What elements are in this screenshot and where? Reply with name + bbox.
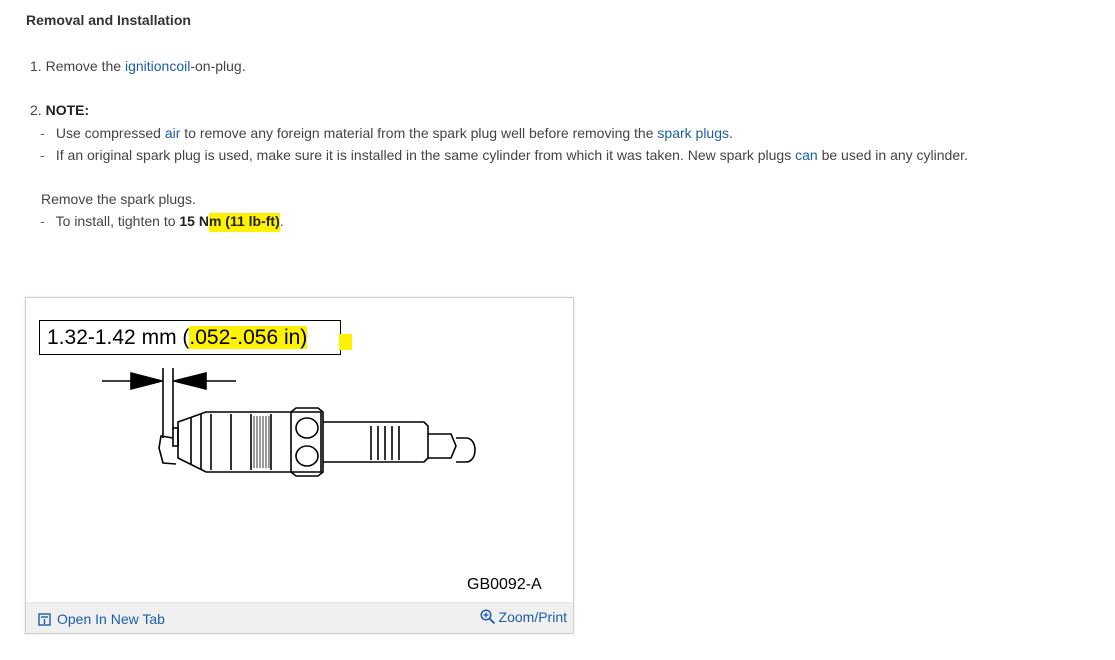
open-tab-icon [38, 613, 51, 626]
spark-plug-figure [25, 297, 574, 634]
bullet-dash: - [40, 213, 45, 229]
zoom-icon [480, 609, 496, 625]
install-text: To install, tighten to [55, 213, 176, 229]
spark-plug-drawing [26, 298, 573, 568]
section-title: Removal and Installation [26, 12, 191, 28]
torque-highlight: m (11 lb-ft) [209, 213, 280, 232]
torque-value: 15 Nm (11 lb-ft) [179, 213, 279, 232]
figure-code: GB0092-A [467, 576, 542, 593]
note-bullet-2 [40, 147, 968, 163]
note-bullet-1 [40, 125, 733, 141]
bullet-1-text-end: . [729, 125, 733, 141]
step-1-text-end: -on-plug. [190, 58, 246, 74]
bullet-2-text-end: be used in any cylinder. [821, 147, 968, 163]
note-label: NOTE: [45, 102, 90, 118]
install-instruction [40, 213, 284, 229]
can-link[interactable]: can [795, 147, 818, 163]
bullet-1-text: Use compressed [55, 125, 161, 141]
spark-plugs-link[interactable]: spark plugs [657, 125, 729, 141]
step-1-number: 1. [30, 58, 42, 74]
zoom-print-label: Zoom/Print [498, 609, 567, 625]
open-in-new-tab-label: Open In New Tab [57, 611, 165, 627]
step-2-number: 2. [30, 102, 42, 118]
coil-link[interactable]: coil [169, 58, 191, 74]
bullet-dash: - [40, 125, 45, 141]
ignition-link[interactable]: ignition [124, 58, 170, 74]
gap-highlight: .052-.056 in) [189, 326, 308, 349]
bullet-2-text: If an original spark plug is used, make sure it is installed in the same cylinder from which it was taken. New spark plugs [55, 147, 792, 163]
zoom-print-link[interactable] [480, 609, 567, 625]
bullet-dash: - [40, 147, 45, 163]
open-in-new-tab-link[interactable] [38, 611, 165, 627]
figure-footer [26, 602, 573, 633]
step-1 [30, 58, 246, 74]
install-text-end: . [279, 213, 284, 229]
gap-dimension-text: 1.32-1.42 mm (.052-.056 in) [47, 326, 308, 349]
remove-spark-plugs-text: Remove the spark plugs. [41, 191, 196, 207]
step-1-text: Remove the [45, 58, 122, 74]
step-2-note [30, 102, 89, 118]
air-link[interactable]: air [164, 125, 181, 141]
bullet-1-text-mid: to remove any foreign material from the spark plug well before removing the [184, 125, 654, 141]
